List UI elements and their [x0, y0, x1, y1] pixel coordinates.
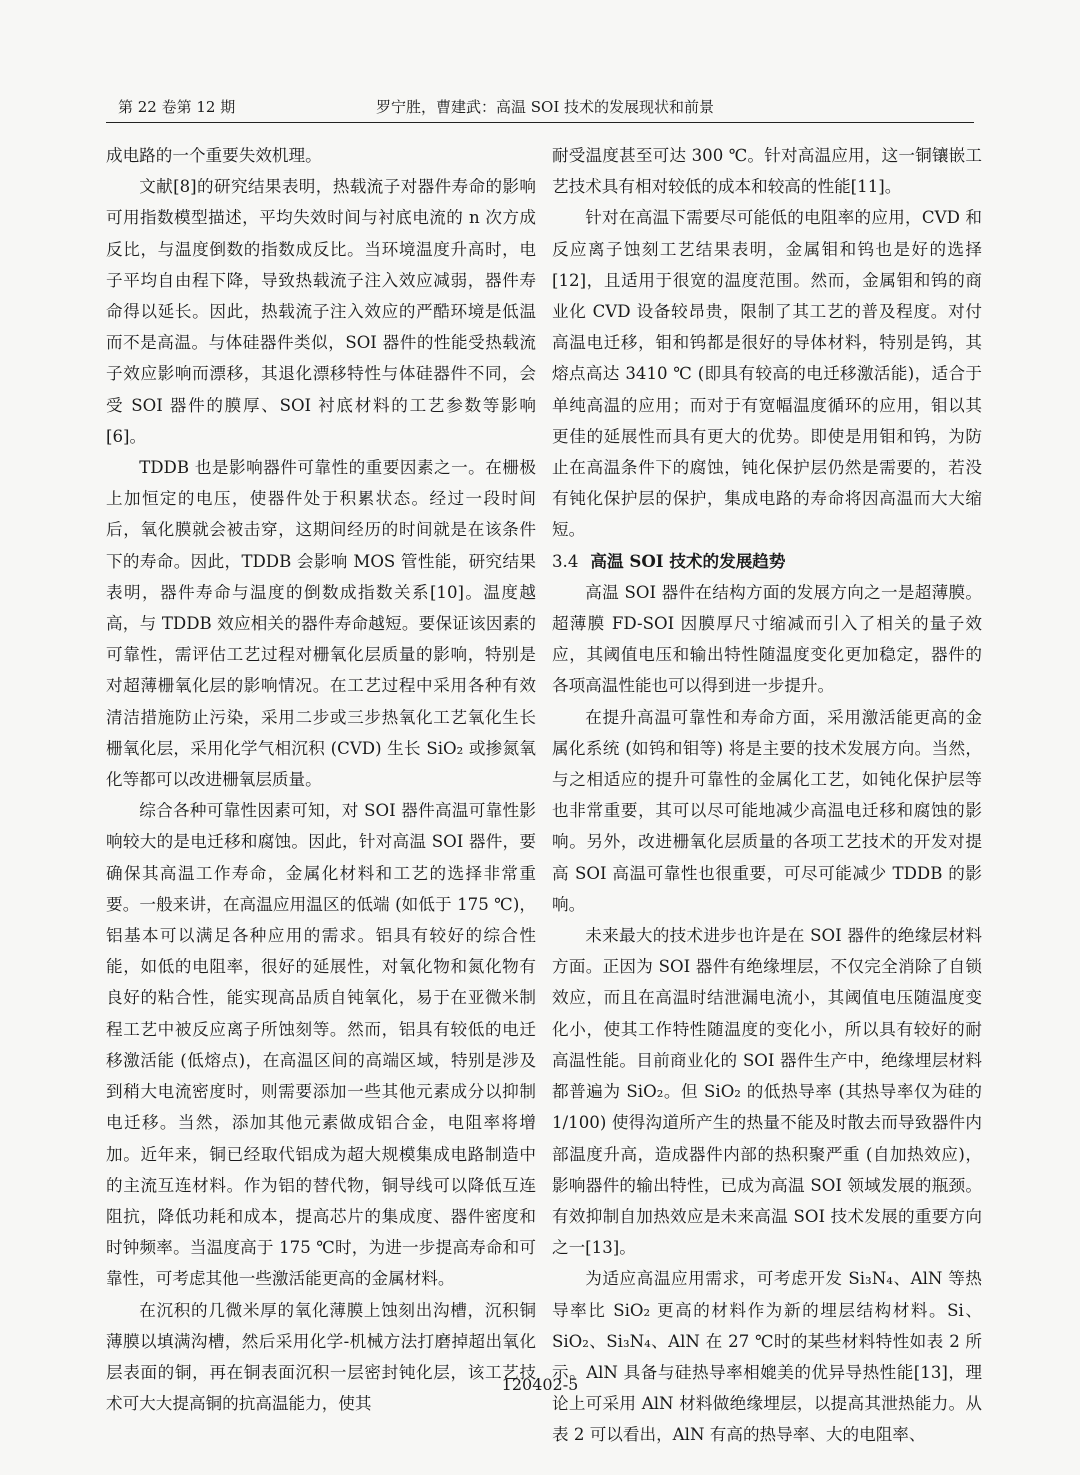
paragraph: TDDB 也是影响器件可靠性的重要因素之一。在栅极上加恒定的电压，使器件处于积累状态。经过一段时间后，氧化膜就会被击穿，这期间经历的时间就是在该条件下的寿命。因此，TDDB 会影响 MOS 管性能，研究结果表明，器件寿命与温度的倒数成指数关系[10]。温度越高，与 TDDB 效应相关的器件寿命越短。要保证该因素的可靠性，需评估工艺过程对栅氧化层质量的影响，特别是对超薄栅氧化层的影响情况。在工艺过程中采用各种有效清洁措施防止污染，采用二步或三步热氧化工艺氧化生长栅氧化层，采用化学气相沉积 (CVD) 生长 SiO₂ 或掺氮氧化等都可以改进栅氧层质量。 [106, 458, 536, 790]
running-title: 罗宁胜，曹建武：高温 SOI 技术的发展现状和前景 [376, 98, 715, 116]
left-column [106, 140, 536, 1419]
paragraph: 综合各种可靠性因素可知，对 SOI 器件高温可靠性影响较大的是电迁移和腐蚀。因此，针对高温 SOI 器件，要确保其高温工作寿命，金属化材料和工艺的选择非常重要。一般来讲，在高温应用温区的低端 (如低于 175 ℃)，铝基本可以满足各种应用的需求。铝具有较好的综合性能，如低的电阻率，很好的延展性，对氧化物和氮化物有良好的粘合性，能实现高品质自钝氧化，易于在亚微米制程工艺中被反应离子所蚀刻等。然而，铝具有较低的电迁移激活能 (低熔点)，在高温区间的高端区域，特别是涉及到稍大电流密度时，则需要添加一些其他元素成分以抑制电迁移。当然，添加其他元素做成铝合金，电阻率将增加。近年来，铜已经取代铝成为超大规模集成电路制造中的主流互连材料。作为铝的替代物，铜导线可以降低互连阻抗，降低功耗和成本，提高芯片的集成度、器件密度和时钟频率。当温度高于 175 ℃时，为进一步提高寿命和可靠性，可考虑其他一些激活能更高的金属材料。 [106, 801, 536, 1289]
journal-volume: 第 22 卷第 12 期 [118, 98, 236, 116]
paragraph: 耐受温度甚至可达 300 ℃。针对高温应用，这一铜镶嵌工艺技术具有相对较低的成本和较高的性能[11]。 [552, 146, 982, 197]
section-number: 3.4 [552, 551, 579, 571]
paragraph: 未来最大的技术进步也许是在 SOI 器件的绝缘层材料方面。正因为 SOI 器件有绝缘埋层，不仅完全消除了自锁效应，而且在高温时结泄漏电流小，其阈值电压随温度变化小，使其工作特性随温度的变化小，所以具有较好的耐高温性能。目前商业化的 SOI 器件生产中，绝缘埋层材料都普遍为 SiO₂。但 SiO₂ 的低热导率 (其热导率仅为硅的 1/100) 使得沟道所产生的热量不能及时散去而导致器件内部温度升高，造成器件内部的热积聚严重 (自加热效应)，影响器件的输出特性，已成为高温 SOI 领域发展的瓶颈。有效抑制自加热效应是未来高温 SOI 技术发展的重要方向之一[13]。 [552, 926, 982, 1258]
paragraph: 针对在高温下需要尽可能低的电阻率的应用，CVD 和反应离子蚀刻工艺结果表明，金属钼和钨也是好的选择[12]，且适用于很宽的温度范围。然而，金属钼和钨的商业化 CVD 设备较昂贵，限制了其工艺的普及程度。对付高温电迁移，钼和钨都是很好的导体材料，特别是钨，其熔点高达 3410 ℃ (即具有较高的电迁移激活能)，适合于单纯高温的应用；而对于有宽幅温度循环的应用，钼以其更佳的延展性而具有更大的优势。即使是用钼和钨，为防止在高温条件下的腐蚀，钝化保护层仍然是需要的，若没有钝化保护层的保护，集成电路的寿命将因高温而大大缩短。 [552, 208, 982, 540]
page-number: 120402-5 [501, 1375, 579, 1394]
paragraph: 成电路的一个重要失效机理。 [106, 146, 322, 165]
right-column [552, 140, 982, 1451]
running-header [106, 92, 974, 123]
paragraph: 在提升高温可靠性和寿命方面，采用激活能更高的金属化系统 (如钨和钼等) 将是主要的技术发展方向。当然，与之相适应的提升可靠性的金属化工艺，如钝化保护层等也非常重要，其可以尽可能地减少高温电迁移和腐蚀的影响。另外，改进栅氧化层质量的各项工艺技术的开发对提高 SOI 高温可靠性也很重要，可尽可能减少 TDDB 的影响。 [552, 707, 982, 914]
section-title: 高温 SOI 技术的发展趋势 [590, 550, 786, 571]
paragraph: 高温 SOI 器件在结构方面的发展方向之一是超薄膜。超薄膜 FD-SOI 因膜厚尺寸缩减而引入了相关的量子效应，其阈值电压和输出特性随温度变化更加稳定，器件的各项高温性能也可以得到进一步提升。 [552, 582, 982, 696]
paragraph: 在沉积的几微米厚的氧化薄膜上蚀刻出沟槽，沉积铜薄膜以填满沟槽，然后采用化学-机械方法打磨掉超出氧化层表面的铜，再在铜表面沉积一层密封钝化层，该工艺技术可大大提高铜的抗高温能力，使其 [106, 1300, 536, 1414]
paragraph: 为适应高温应用需求，可考虑开发 Si₃N₄、AlN 等热导率比 SiO₂ 更高的材料作为新的埋层结构材料。Si、SiO₂、Si₃N₄、AlN 在 27 ℃时的某些材料特性如表 2 所示。AlN 具备与硅热导率相媲美的优异导热性能[13]，理论上可采用 AlN 材料做绝缘埋层，以提高其泄热能力。从表 2 可以看出，AlN 有高的热导率、大的电阻率、 [552, 1269, 982, 1445]
paragraph: 文献[8]的研究结果表明，热载流子对器件寿命的影响可用指数模型描述，平均失效时间与衬底电流的 n 次方成反比，与温度倒数的指数成反比。当环境温度升高时，电子平均自由程下降，导致热载流子注入效应减弱，器件寿命得以延长。因此，热载流子注入效应的严酷环境是低温而不是高温。与体硅器件类似，SOI 器件的性能受热载流子效应影响而漂移，其退化漂移特性与体硅器件不同，会受 SOI 器件的膜厚、SOI 衬底材料的工艺参数等影响[6]。 [106, 177, 536, 446]
section-heading [552, 546, 982, 577]
